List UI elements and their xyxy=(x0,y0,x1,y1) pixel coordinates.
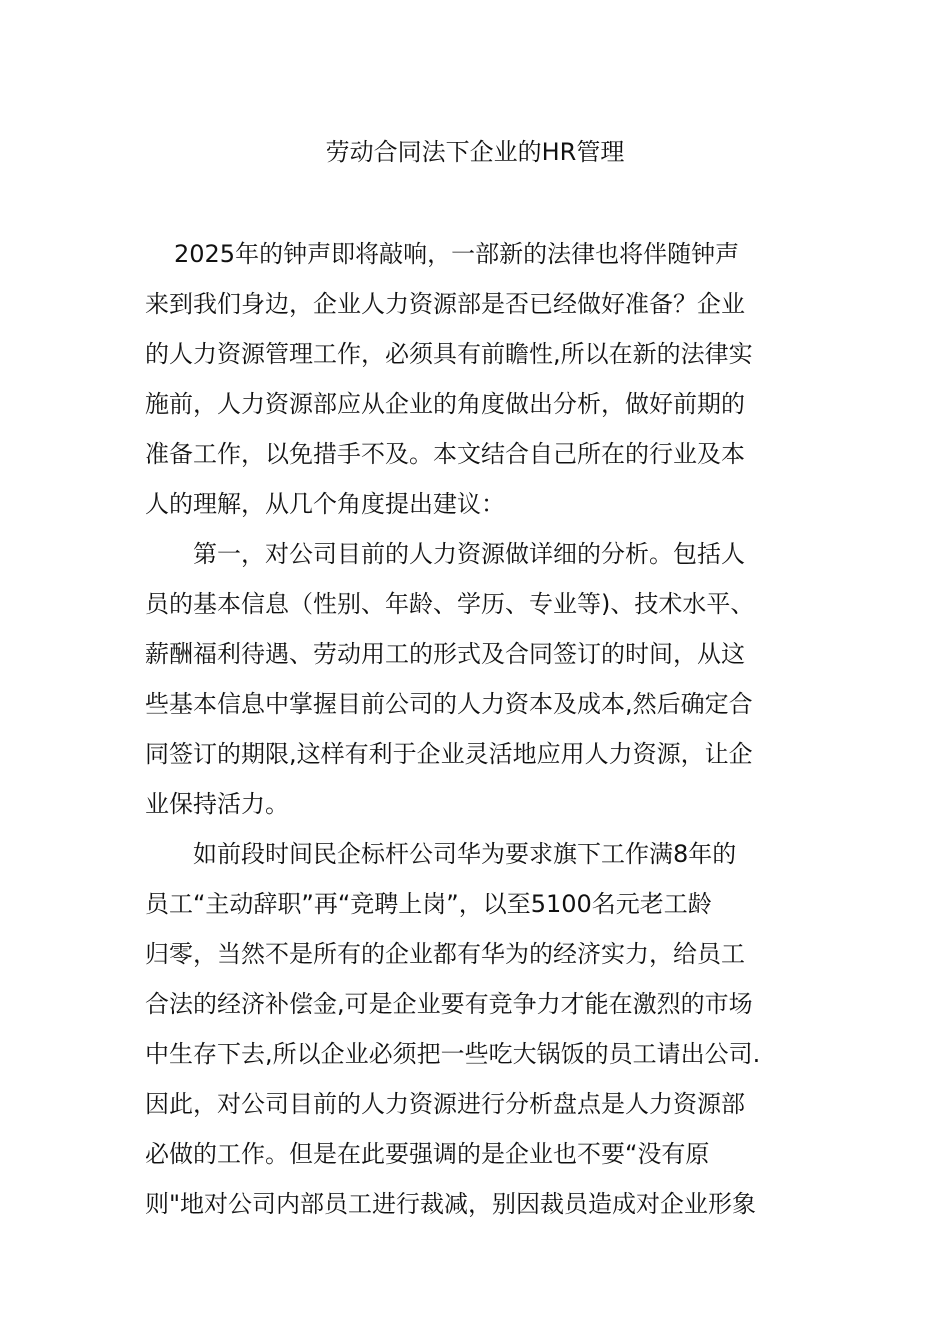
paragraph-line: 第一，对公司目前的人力资源做详细的分析。包括人 xyxy=(193,540,745,568)
paragraph-line: 员的基本信息（性别、年龄、学历、专业等)、技术水平、 xyxy=(145,590,755,618)
paragraph-line: 同签订的期限,这样有利于企业灵活地应用人力资源，让企 xyxy=(145,740,753,768)
paragraph-line: 则"地对公司内部员工进行裁减，别因裁员造成对企业形象 xyxy=(145,1190,757,1218)
paragraph-line: 2025年的钟声即将敲响，一部新的法律也将伴随钟声 xyxy=(174,240,740,268)
document-body xyxy=(145,229,825,1229)
paragraph-line: 薪酬福利待遇、劳动用工的形式及合同签订的时间，从这 xyxy=(145,640,745,668)
paragraph-line: 来到我们身边，企业人力资源部是否已经做好准备？企业 xyxy=(145,290,745,318)
paragraph-line: 施前，人力资源部应从企业的角度做出分析，做好前期的 xyxy=(145,390,745,418)
paragraph-line: 准备工作，以免措手不及。本文结合自己所在的行业及本 xyxy=(145,440,745,468)
paragraph-line: 归零，当然不是所有的企业都有华为的经济实力，给员工 xyxy=(145,940,745,968)
paragraph-line: 的人力资源管理工作，必须具有前瞻性,所以在新的法律实 xyxy=(145,340,753,368)
paragraph-line: 如前段时间民企标杆公司华为要求旗下工作满8年的 xyxy=(193,840,737,868)
paragraph-line: 因此，对公司目前的人力资源进行分析盘点是人力资源部 xyxy=(145,1090,745,1118)
paragraph-line: 必做的工作。但是在此要强调的是企业也不要“没有原 xyxy=(145,1140,710,1168)
paragraph-line: 人的理解，从几个角度提出建议： xyxy=(145,490,505,518)
paragraph-line: 中生存下去,所以企业必须把一些吃大锅饭的员工请出公司. xyxy=(145,1040,761,1068)
paragraph-line: 业保持活力。 xyxy=(145,790,289,818)
paragraph-line: 些基本信息中掌握目前公司的人力资本及成本,然后确定合 xyxy=(145,690,753,718)
document-title: 劳动合同法下企业的HR管理 xyxy=(325,138,625,166)
paragraph-line: 员工“主动辞职”再“竞聘上岗”，以至5100名元老工龄 xyxy=(145,890,712,918)
paragraph-line: 合法的经济补偿金,可是企业要有竞争力才能在激烈的市场 xyxy=(145,990,753,1018)
